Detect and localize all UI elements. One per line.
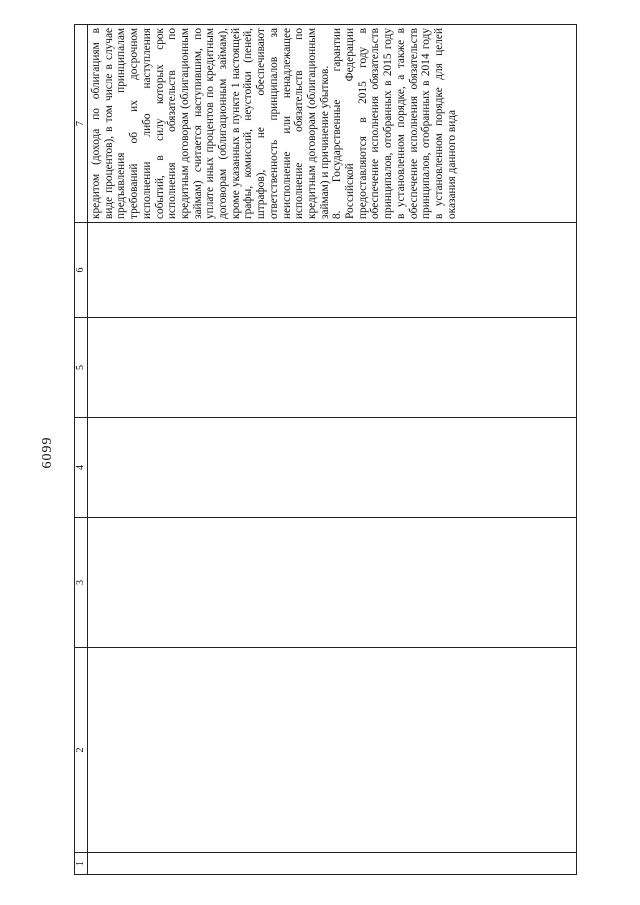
table-cell-col7 <box>88 25 577 223</box>
column-number-1: 1 <box>75 853 88 875</box>
column-number-row <box>75 25 88 875</box>
column-number-4: 4 <box>75 418 88 518</box>
column-number-3: 3 <box>75 518 88 648</box>
table-cell-col3 <box>88 518 577 648</box>
table-cell-col6 <box>88 223 577 318</box>
table-cell-col1 <box>88 853 577 875</box>
column-number-5: 5 <box>75 318 88 418</box>
table-cell-col2 <box>88 648 577 853</box>
column7-paragraph-1: кредитом (дохода по облигациям в виде процентов), в том числе в случае предъявления принципалам требований об их досрочном исполнении либо наступления событий, в силу которых срок исполнения обязательств по кредитным договорам (облигационным займам) считается наступившим, по уплате иных процентов по кредитным договорам (облигационным займам), кроме указанных в пункте 1 настоящей графы, комиссий, неустойки (пеней, штрафов), не обеспечивают ответственность принципалов за неисполнение или ненадлежащее исполнение обязательств по кредитным договорам (облигационным займам) и причинение убытков. <box>90 28 331 219</box>
column7-text <box>88 25 458 222</box>
column7-paragraph-2: 8. Государственные гарантии Российской Федерации предоставляются в 2015 году в обеспечение исполнения обязательств принципалов, отобранных в 2015 году в установленном порядке, а также в обеспечение исполнения обязательств принципалов, отобранных в 2014 году в установленном порядке для целей оказания данного вида <box>331 28 458 219</box>
table-cell-col5 <box>88 318 577 418</box>
guarantee-table <box>74 24 577 875</box>
table-cell-col4 <box>88 418 577 518</box>
column-number-7: 7 <box>75 25 88 223</box>
column-number-2: 2 <box>75 648 88 853</box>
table-row <box>88 25 577 875</box>
column-number-6: 6 <box>75 223 88 318</box>
page-number: 6099 <box>40 436 55 469</box>
